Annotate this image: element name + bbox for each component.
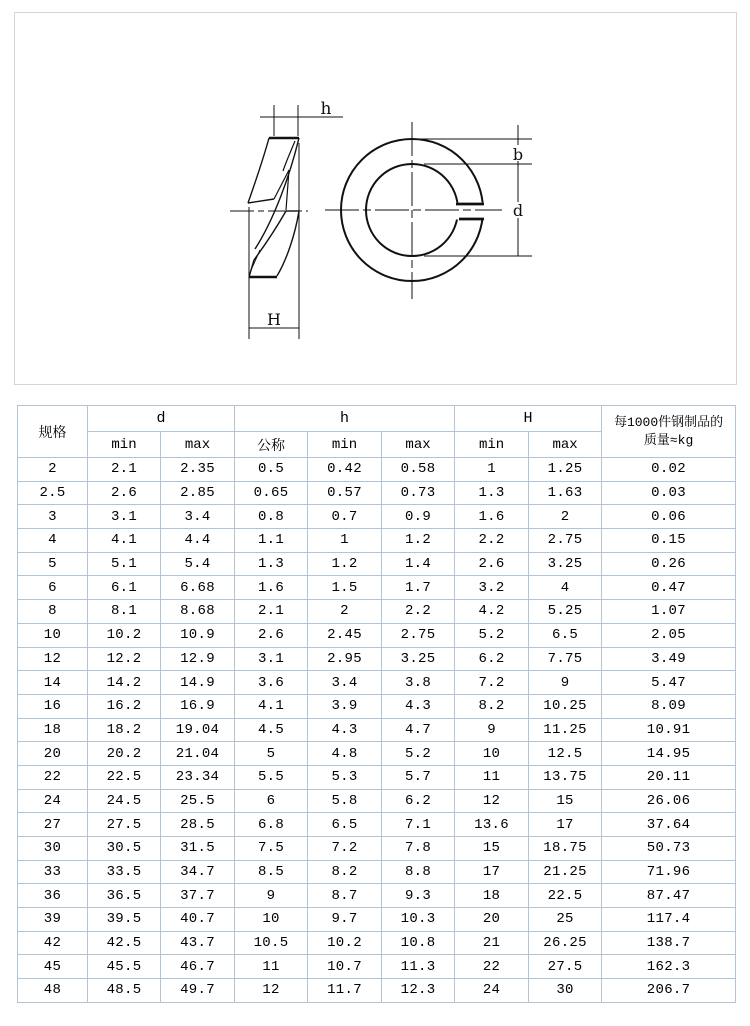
table-cell: 10 — [455, 742, 529, 766]
table-cell: 3.1 — [235, 647, 308, 671]
table-cell: 27 — [18, 813, 88, 837]
table-cell: 3.4 — [308, 671, 382, 695]
table-cell: 12 — [235, 979, 308, 1003]
table-cell: 6.68 — [161, 576, 235, 600]
table-cell: 6.2 — [382, 789, 455, 813]
table-cell: 12.9 — [161, 647, 235, 671]
table-row — [18, 552, 736, 576]
table-cell: 2.6 — [235, 623, 308, 647]
table-cell: 4.1 — [235, 694, 308, 718]
table-row — [18, 600, 736, 624]
table-cell: 15 — [455, 837, 529, 861]
header-H-max: max — [529, 432, 602, 458]
table-cell: 5.1 — [88, 552, 161, 576]
table-cell: 16 — [18, 694, 88, 718]
table-cell: 24.5 — [88, 789, 161, 813]
table-cell: 1.4 — [382, 552, 455, 576]
table-cell: 11.3 — [382, 955, 455, 979]
table-row — [18, 647, 736, 671]
table-cell: 10 — [18, 623, 88, 647]
table-cell: 30 — [529, 979, 602, 1003]
table-cell: 0.8 — [235, 505, 308, 529]
table-cell: 21.25 — [529, 860, 602, 884]
table-cell: 1.7 — [382, 576, 455, 600]
table-cell: 8.09 — [602, 694, 736, 718]
table-cell: 27.5 — [88, 813, 161, 837]
table-cell: 9 — [455, 718, 529, 742]
table-cell: 0.73 — [382, 481, 455, 505]
table-cell: 37.7 — [161, 884, 235, 908]
table-cell: 30 — [18, 837, 88, 861]
table-cell: 36.5 — [88, 884, 161, 908]
table-cell: 13.6 — [455, 813, 529, 837]
table-cell: 117.4 — [602, 908, 736, 932]
table-cell: 7.5 — [235, 837, 308, 861]
table-cell: 3.25 — [382, 647, 455, 671]
table-cell: 87.47 — [602, 884, 736, 908]
table-cell: 20 — [18, 742, 88, 766]
table-cell: 9 — [235, 884, 308, 908]
table-cell: 2.2 — [382, 600, 455, 624]
table-cell: 26.06 — [602, 789, 736, 813]
table-cell: 1.5 — [308, 576, 382, 600]
table-cell: 1.07 — [602, 600, 736, 624]
table-cell: 1.6 — [455, 505, 529, 529]
table-cell: 4.3 — [308, 718, 382, 742]
table-cell: 3 — [18, 505, 88, 529]
table-cell: 13.75 — [529, 765, 602, 789]
dim-label-h: h — [320, 99, 332, 119]
table-cell: 206.7 — [602, 979, 736, 1003]
header-mass-line2: 质量≈kg — [643, 432, 694, 448]
table-cell: 1.2 — [382, 529, 455, 553]
table-cell: 7.75 — [529, 647, 602, 671]
table-cell: 5 — [18, 552, 88, 576]
header-spec: 规格 — [18, 406, 88, 458]
table-cell: 6.2 — [455, 647, 529, 671]
table-body — [18, 458, 736, 1003]
table-cell: 50.73 — [602, 837, 736, 861]
table-cell: 10.8 — [382, 931, 455, 955]
table-cell: 4.5 — [235, 718, 308, 742]
table-cell: 3.6 — [235, 671, 308, 695]
table-row — [18, 694, 736, 718]
table-cell: 25 — [529, 908, 602, 932]
header-h-nominal: 公称 — [235, 432, 308, 458]
table-cell: 28.5 — [161, 813, 235, 837]
table-cell: 11 — [455, 765, 529, 789]
table-cell: 2 — [18, 458, 88, 482]
table-cell: 7.2 — [455, 671, 529, 695]
table-cell: 0.42 — [308, 458, 382, 482]
table-cell: 8.2 — [308, 860, 382, 884]
table-cell: 43.7 — [161, 931, 235, 955]
table-cell: 18.2 — [88, 718, 161, 742]
table-row — [18, 813, 736, 837]
table-cell: 5.8 — [308, 789, 382, 813]
table-cell: 20 — [455, 908, 529, 932]
dim-label-b: b — [512, 145, 524, 164]
table-cell: 12.5 — [529, 742, 602, 766]
table-cell: 21 — [455, 931, 529, 955]
table-row — [18, 955, 736, 979]
table-cell: 5.2 — [382, 742, 455, 766]
table-cell: 16.2 — [88, 694, 161, 718]
table-cell: 0.57 — [308, 481, 382, 505]
table-cell: 12 — [455, 789, 529, 813]
header-H-min: min — [455, 432, 529, 458]
washer-side-view — [230, 138, 308, 277]
table-header — [18, 406, 736, 458]
table-cell: 0.5 — [235, 458, 308, 482]
table-cell: 7.1 — [382, 813, 455, 837]
table-cell: 11 — [235, 955, 308, 979]
table-cell: 2.95 — [308, 647, 382, 671]
table-cell: 22 — [18, 765, 88, 789]
table-cell: 9.3 — [382, 884, 455, 908]
table-cell: 0.58 — [382, 458, 455, 482]
table-cell: 3.9 — [308, 694, 382, 718]
table-cell: 3.25 — [529, 552, 602, 576]
table-cell: 1.6 — [235, 576, 308, 600]
table-cell: 25.5 — [161, 789, 235, 813]
table-cell: 1.3 — [235, 552, 308, 576]
table-cell: 5 — [235, 742, 308, 766]
table-cell: 5.47 — [602, 671, 736, 695]
table-cell: 4 — [529, 576, 602, 600]
table-cell: 42 — [18, 931, 88, 955]
table-cell: 4.3 — [382, 694, 455, 718]
table-cell: 0.65 — [235, 481, 308, 505]
table-row — [18, 458, 736, 482]
table-cell: 0.26 — [602, 552, 736, 576]
table-cell: 8.5 — [235, 860, 308, 884]
table-cell: 2.1 — [235, 600, 308, 624]
table-cell: 11.25 — [529, 718, 602, 742]
header-h-max: max — [382, 432, 455, 458]
table-cell: 36 — [18, 884, 88, 908]
table-cell: 1 — [308, 529, 382, 553]
table-row — [18, 765, 736, 789]
table-cell: 2.85 — [161, 481, 235, 505]
table-row — [18, 529, 736, 553]
table-cell: 10.25 — [529, 694, 602, 718]
table-cell: 9 — [529, 671, 602, 695]
table-cell: 2.6 — [455, 552, 529, 576]
table-cell: 2.35 — [161, 458, 235, 482]
table-cell: 10.9 — [161, 623, 235, 647]
table-cell: 3.8 — [382, 671, 455, 695]
table-cell: 0.03 — [602, 481, 736, 505]
table-cell: 1.63 — [529, 481, 602, 505]
table-cell: 8.8 — [382, 860, 455, 884]
table-cell: 1.3 — [455, 481, 529, 505]
table-row — [18, 742, 736, 766]
table-cell: 10.2 — [308, 931, 382, 955]
table-cell: 40.7 — [161, 908, 235, 932]
table-cell: 0.06 — [602, 505, 736, 529]
dim-label-H: H — [267, 310, 281, 329]
table-cell: 2.2 — [455, 529, 529, 553]
table-cell: 42.5 — [88, 931, 161, 955]
table-cell: 1.25 — [529, 458, 602, 482]
table-row — [18, 505, 736, 529]
table-cell: 46.7 — [161, 955, 235, 979]
table-cell: 14.95 — [602, 742, 736, 766]
table-cell: 14.9 — [161, 671, 235, 695]
table-cell: 33.5 — [88, 860, 161, 884]
header-d-max: max — [161, 432, 235, 458]
table-cell: 2.6 — [88, 481, 161, 505]
table-cell: 39 — [18, 908, 88, 932]
table-cell: 3.49 — [602, 647, 736, 671]
table-cell: 45.5 — [88, 955, 161, 979]
table-cell: 4.8 — [308, 742, 382, 766]
table-cell: 8 — [18, 600, 88, 624]
header-d-min: min — [88, 432, 161, 458]
table-cell: 16.9 — [161, 694, 235, 718]
table-cell: 22 — [455, 955, 529, 979]
table-cell: 10.7 — [308, 955, 382, 979]
table-row — [18, 671, 736, 695]
header-h: h — [235, 406, 455, 432]
table-cell: 2 — [308, 600, 382, 624]
table-cell: 48.5 — [88, 979, 161, 1003]
table-cell: 34.7 — [161, 860, 235, 884]
table-cell: 8.68 — [161, 600, 235, 624]
table-cell: 30.5 — [88, 837, 161, 861]
table-cell: 12.3 — [382, 979, 455, 1003]
table-cell: 0.7 — [308, 505, 382, 529]
table-row — [18, 623, 736, 647]
header-H: H — [455, 406, 602, 432]
table-cell: 21.04 — [161, 742, 235, 766]
table-cell: 3.4 — [161, 505, 235, 529]
table-cell: 1 — [455, 458, 529, 482]
table-row — [18, 884, 736, 908]
table-cell: 31.5 — [161, 837, 235, 861]
table-cell: 2.75 — [382, 623, 455, 647]
table-cell: 22.5 — [529, 884, 602, 908]
table-cell: 5.4 — [161, 552, 235, 576]
table-cell: 6 — [235, 789, 308, 813]
table-cell: 18 — [18, 718, 88, 742]
table-cell: 6.8 — [235, 813, 308, 837]
table-cell: 138.7 — [602, 931, 736, 955]
table-cell: 4 — [18, 529, 88, 553]
table-row — [18, 931, 736, 955]
table-cell: 17 — [529, 813, 602, 837]
table-cell: 0.02 — [602, 458, 736, 482]
table-cell: 2.75 — [529, 529, 602, 553]
spring-washer-drawing — [15, 13, 736, 384]
dim-label-d: d — [512, 201, 524, 220]
table-cell: 18.75 — [529, 837, 602, 861]
table-cell: 9.7 — [308, 908, 382, 932]
table-cell: 10 — [235, 908, 308, 932]
table-row — [18, 908, 736, 932]
table-cell: 20.2 — [88, 742, 161, 766]
table-cell: 23.34 — [161, 765, 235, 789]
table-cell: 5.25 — [529, 600, 602, 624]
table-cell: 27.5 — [529, 955, 602, 979]
table-cell: 3.1 — [88, 505, 161, 529]
table-cell: 33 — [18, 860, 88, 884]
washer-front-view — [325, 122, 502, 299]
table-cell: 2.1 — [88, 458, 161, 482]
table-cell: 4.4 — [161, 529, 235, 553]
header-mass-line1: 每1000件钢制品的 — [613, 414, 724, 430]
table-cell: 0.15 — [602, 529, 736, 553]
table-cell: 22.5 — [88, 765, 161, 789]
table-cell: 5.3 — [308, 765, 382, 789]
table-cell: 15 — [529, 789, 602, 813]
table-cell: 0.47 — [602, 576, 736, 600]
table-cell: 2.05 — [602, 623, 736, 647]
table-cell: 10.3 — [382, 908, 455, 932]
table-row — [18, 789, 736, 813]
table-cell: 2.45 — [308, 623, 382, 647]
table-cell: 8.2 — [455, 694, 529, 718]
table-cell: 48 — [18, 979, 88, 1003]
table-cell: 14.2 — [88, 671, 161, 695]
table-cell: 4.1 — [88, 529, 161, 553]
table-cell: 10.91 — [602, 718, 736, 742]
table-cell: 2.5 — [18, 481, 88, 505]
table-cell: 1.2 — [308, 552, 382, 576]
table-cell: 5.5 — [235, 765, 308, 789]
table-cell: 162.3 — [602, 955, 736, 979]
header-d: d — [88, 406, 235, 432]
table-cell: 6 — [18, 576, 88, 600]
table-cell: 19.04 — [161, 718, 235, 742]
table-row — [18, 979, 736, 1003]
table-cell: 39.5 — [88, 908, 161, 932]
table-cell: 14 — [18, 671, 88, 695]
table-cell: 18 — [455, 884, 529, 908]
table-cell: 7.8 — [382, 837, 455, 861]
table-row — [18, 576, 736, 600]
table-row — [18, 837, 736, 861]
spec-table — [17, 405, 736, 1003]
table-cell: 1.1 — [235, 529, 308, 553]
table-cell: 12 — [18, 647, 88, 671]
table-cell: 7.2 — [308, 837, 382, 861]
table-row — [18, 860, 736, 884]
header-h-min: min — [308, 432, 382, 458]
table-cell: 37.64 — [602, 813, 736, 837]
table-row — [18, 718, 736, 742]
table-cell: 4.2 — [455, 600, 529, 624]
washer-diagram-frame — [14, 12, 737, 385]
table-cell: 20.11 — [602, 765, 736, 789]
table-cell: 6.5 — [529, 623, 602, 647]
table-cell: 2 — [529, 505, 602, 529]
table-cell: 5.7 — [382, 765, 455, 789]
table-cell: 4.7 — [382, 718, 455, 742]
table-cell: 3.2 — [455, 576, 529, 600]
header-mass — [602, 406, 736, 458]
table-cell: 45 — [18, 955, 88, 979]
table-cell: 24 — [455, 979, 529, 1003]
table-cell: 6.5 — [308, 813, 382, 837]
table-cell: 71.96 — [602, 860, 736, 884]
table-cell: 8.7 — [308, 884, 382, 908]
table-cell: 11.7 — [308, 979, 382, 1003]
table-cell: 8.1 — [88, 600, 161, 624]
table-cell: 49.7 — [161, 979, 235, 1003]
table-cell: 10.5 — [235, 931, 308, 955]
table-cell: 17 — [455, 860, 529, 884]
table-cell: 26.25 — [529, 931, 602, 955]
table-cell: 24 — [18, 789, 88, 813]
table-cell: 12.2 — [88, 647, 161, 671]
table-cell: 6.1 — [88, 576, 161, 600]
table-row — [18, 481, 736, 505]
table-cell: 5.2 — [455, 623, 529, 647]
table-cell: 0.9 — [382, 505, 455, 529]
table-cell: 10.2 — [88, 623, 161, 647]
